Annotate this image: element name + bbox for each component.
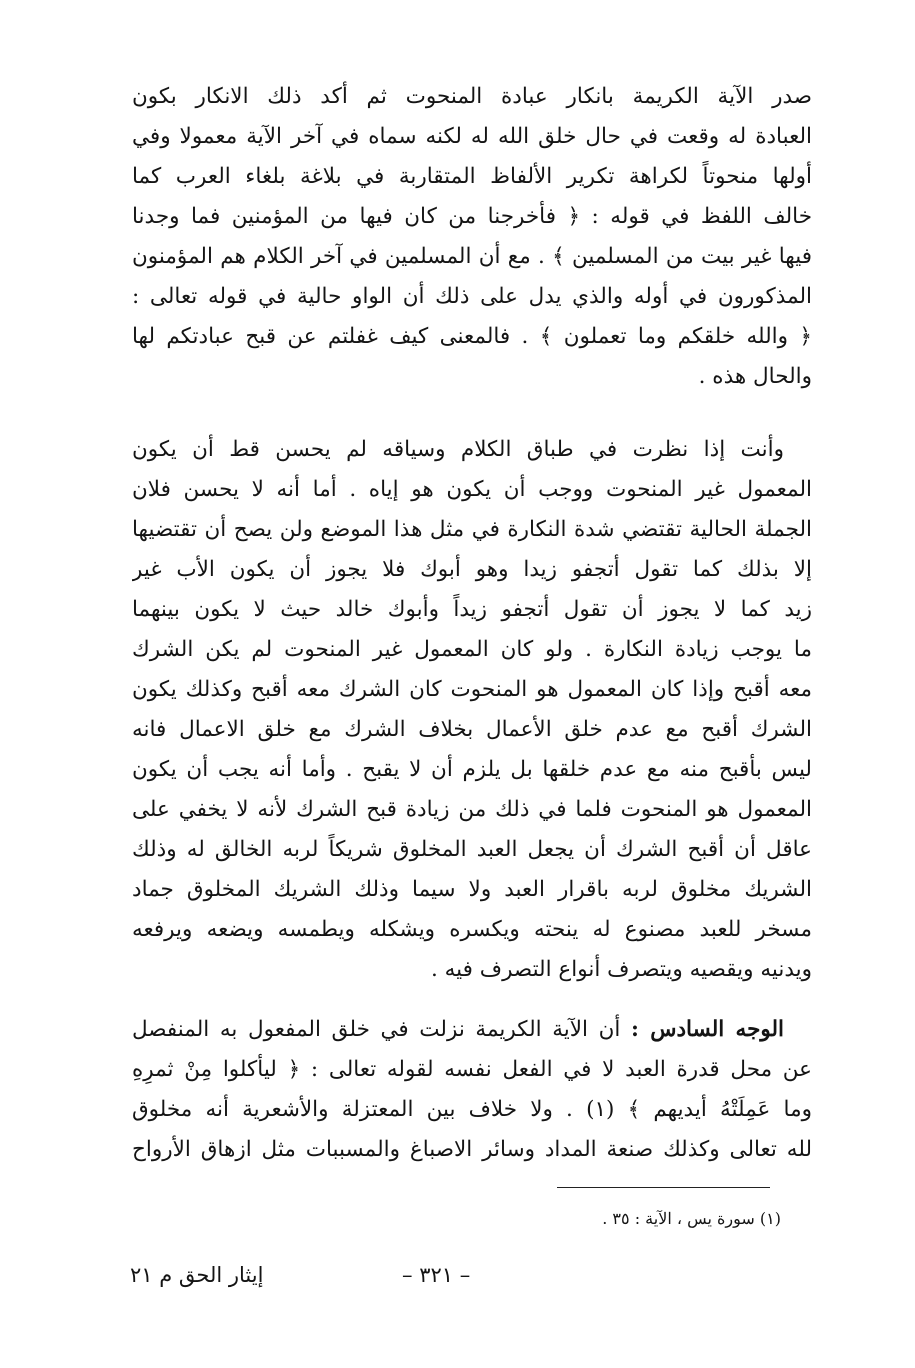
text-line: معه أقبح وإذا كان المعمول هو المنحوت كان الشرك معه أقبح وكذلك يكون — [132, 677, 812, 702]
text-line: صدر الآية الكريمة بانكار عبادة المنحوت ثم أكد ذلك الانكار بكون — [132, 84, 812, 109]
text-line: العبادة له وقعت في حال خلق الله له لكنه سماه في آخر الآية معمولا وفي — [132, 124, 812, 149]
text-line: المعمول هو المنحوت فلما في ذلك من زيادة قبح الشرك لأنه لا يخفي على — [132, 797, 812, 822]
text-line: أولها منحوتاً لكراهة تكرير الألفاظ المتقاربة في بلاغة بلغاء العرب كما — [132, 164, 812, 189]
text-line: المعمول غير المنحوت ووجب أن يكون هو إياه . أما أنه لا يحسن فلان — [132, 477, 812, 502]
page-number: – ٣٢١ – — [402, 1263, 471, 1287]
text-line: الجملة الحالية تقتضي شدة النكارة في مثل هذا الموضع ولن يصح أن تقتضيها — [132, 517, 812, 542]
text-line: لله تعالى وكذلك صنعة المداد وسائر الاصباغ والمسببات مثل ازهاق الأرواح — [132, 1137, 812, 1162]
text-line: عن محل قدرة العبد لا في الفعل نفسه لقوله تعالى : ﴿ ليأكلوا مِنْ ثمرِهِ — [132, 1057, 812, 1082]
text-line: مسخر للعبد مصنوع له ينحته ويكسره ويشكله ويطمسه ويضعه ويرفعه — [132, 917, 812, 942]
paragraph-3 — [132, 1010, 812, 1170]
text-line: ما يوجب زيادة النكارة . ولو كان المعمول غير المنحوت لم يكن الشرك — [132, 637, 812, 662]
text-line: وما عَمِلَتْهُ أيديهم ﴾ (١) . ولا خلاف بين المعتزلة والأشعرية أنه مخلوق — [132, 1097, 812, 1122]
text-line: والحال هذه . — [698, 364, 812, 389]
section-heading: الوجه السادس : — [631, 1017, 784, 1042]
text-run: أن الآية الكريمة نزلت في خلق المفعول به المنفصل — [132, 1017, 621, 1042]
text-line: المذكورون في أوله والذي يدل على ذلك أن الواو حالية في قوله تعالى : — [132, 284, 812, 309]
text-line: ويدنيه ويقصيه ويتصرف أنواع التصرف فيه . — [430, 957, 812, 982]
text-line: عاقل أن أقبح الشرك أن يجعل العبد المخلوق شريكاً لربه الخالق له وذلك — [132, 837, 812, 862]
text-line: الشريك مخلوق لربه باقرار العبد ولا سيما وذلك الشريك المخلوق جماد — [132, 877, 812, 902]
text-line: ﴿ والله خلقكم وما تعملون ﴾ . فالمعنى كيف غفلتم عن قبح عبادتكم لها — [132, 324, 812, 349]
text-line: خالف اللفظ في قوله : ﴿ فأخرجنا من كان فيها من المؤمنين فما وجدنا — [132, 204, 812, 229]
text-line — [132, 1010, 812, 1050]
text-line: وأنت إذا نظرت في طباق الكلام وسياقه لم يحسن قط أن يكون — [132, 437, 784, 462]
book-signature: إيثار الحق م ٢١ — [130, 1263, 264, 1287]
paragraph-1 — [132, 77, 812, 397]
paragraph-2 — [132, 430, 812, 990]
text-line: إلا بذلك كما تقول أتجفو زيدا وهو أبوك فلا يجوز أن يكون الأب غير — [132, 557, 812, 582]
text-line: زيد كما لا يجوز أن تقول أتجفو زيداً وأبوك خالد حيث لا يكون بينهما — [132, 597, 812, 622]
text-line: فيها غير بيت من المسلمين ﴾ . مع أن المسلمين في آخر الكلام هم المؤمنون — [132, 244, 812, 269]
footnote-divider — [557, 1187, 770, 1188]
text-line: الشرك أقبح مع عدم خلق الأعمال بخلاف الشرك مع خلق الاعمال فانه — [132, 717, 812, 742]
footnote: (١) سورة يس ، الآية : ٣٥ . — [602, 1209, 781, 1228]
text-line: ليس بأقبح منه مع عدم خلقها بل يلزم أن لا يقبح . وأما أنه يجب أن يكون — [132, 757, 812, 782]
